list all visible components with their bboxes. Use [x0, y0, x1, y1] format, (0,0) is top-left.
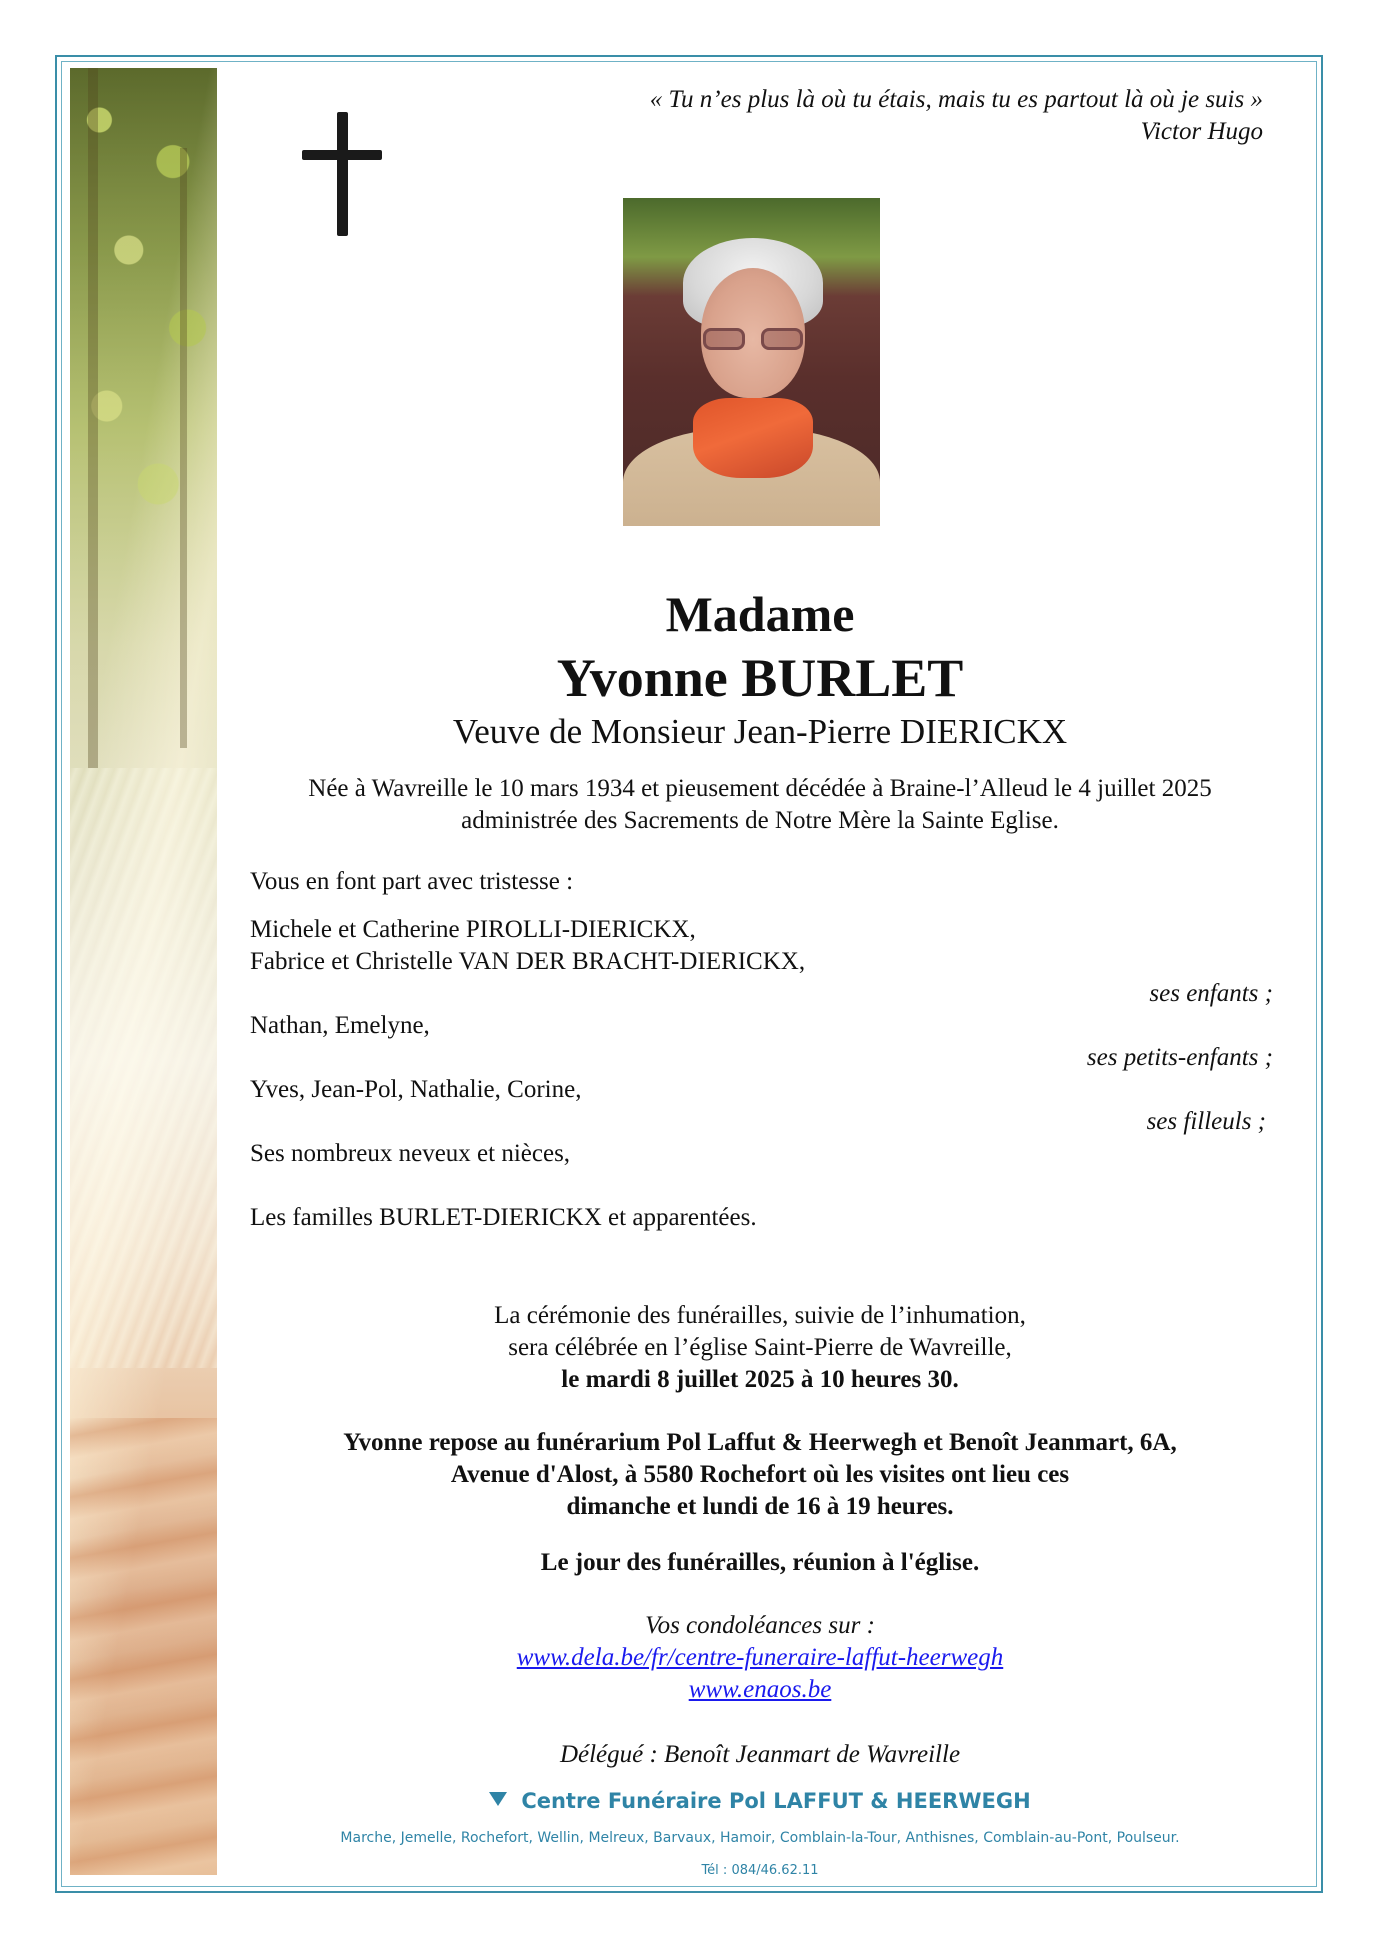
funeral-home-tel: Tél : 084/46.62.11 — [701, 1863, 819, 1878]
grandchildren-label: ses petits-enfants ; — [1086, 1044, 1273, 1071]
triangle-down-icon — [489, 1792, 507, 1806]
ceremony-line-2: sera célébrée en l’église Saint-Pierre de Wavreille, — [508, 1334, 1012, 1361]
forest-path-photo — [70, 68, 217, 1875]
sacraments-line: administrée des Sacrements de Notre Mère la Sainte Eglise. — [461, 807, 1059, 834]
family-intro: Vous en font part avec tristesse : — [250, 868, 574, 895]
condolences-label: Vos condoléances sur : — [645, 1612, 875, 1639]
funeral-home-name — [240, 1787, 1280, 1815]
funeral-home-name-text: Centre Funéraire Pol LAFFUT & HEERWEGH — [521, 1789, 1031, 1813]
quote-author: Victor Hugo — [1140, 118, 1263, 145]
ceremony-info — [240, 1300, 1280, 1396]
repose-line-2: Avenue d'Alost, à 5580 Rochefort où les visites ont lieu ces — [450, 1461, 1070, 1488]
godchildren-label: ses filleuls ; — [1146, 1108, 1266, 1135]
cross-icon — [302, 112, 382, 236]
salutation: Madame — [665, 586, 855, 642]
repose-info — [190, 1427, 1330, 1523]
widow-of: Veuve de Monsieur Jean-Pierre DIERICKX — [452, 712, 1068, 751]
godchildren: Yves, Jean-Pol, Nathalie, Corine, — [250, 1076, 582, 1103]
quote — [650, 84, 1263, 148]
repose-line-3: dimanche et lundi de 16 à 19 heures. — [566, 1493, 954, 1520]
funeral-home-places: Marche, Jemelle, Rochefort, Wellin, Melreux, Barvaux, Hamoir, Comblain-la-Tour, Anthisnes, Comblain-au-Pont, Poulseur. — [340, 1830, 1180, 1846]
repose-line-1: Yvonne repose au funérarium Pol Laffut & Heerwegh et Benoît Jeanmart, 6A, — [343, 1429, 1177, 1456]
children-label: ses enfants ; — [1149, 980, 1273, 1007]
ceremony-line-1: La cérémonie des funérailles, suivie de l’inhumation, — [494, 1302, 1026, 1329]
birth-death-info — [240, 773, 1280, 837]
deceased-name: Yvonne BURLET — [556, 648, 964, 708]
quote-text: « Tu n’es plus là où tu étais, mais tu es partout là où je suis » — [649, 86, 1263, 113]
condolences-link-dela[interactable]: www.dela.be/fr/centre-funeraire-laffut-heerwegh — [516, 1644, 1004, 1671]
birth-death-line: Née à Wavreille le 10 mars 1934 et pieusement décédée à Braine-l’Alleud le 4 juillet 2025 — [308, 775, 1212, 802]
children-line-2: Fabrice et Christelle VAN DER BRACHT-DIERICKX, — [250, 948, 806, 975]
nephews: Ses nombreux neveux et nièces, — [250, 1140, 571, 1167]
condolences — [240, 1610, 1280, 1706]
condolences-link-enaos[interactable]: www.enaos.be — [688, 1676, 832, 1703]
ceremony-date: le mardi 8 juillet 2025 à 10 heures 30. — [561, 1366, 959, 1393]
children-line-1: Michele et Catherine PIROLLI-DIERICKX, — [250, 916, 696, 943]
grandchildren: Nathan, Emelyne, — [250, 1012, 430, 1039]
delegate: Délégué : Benoît Jeanmart de Wavreille — [559, 1741, 961, 1768]
families: Les familles BURLET-DIERICKX et apparentées. — [250, 1204, 757, 1231]
reunion-info: Le jour des funérailles, réunion à l'église. — [540, 1549, 980, 1576]
portrait-photo — [623, 198, 880, 526]
